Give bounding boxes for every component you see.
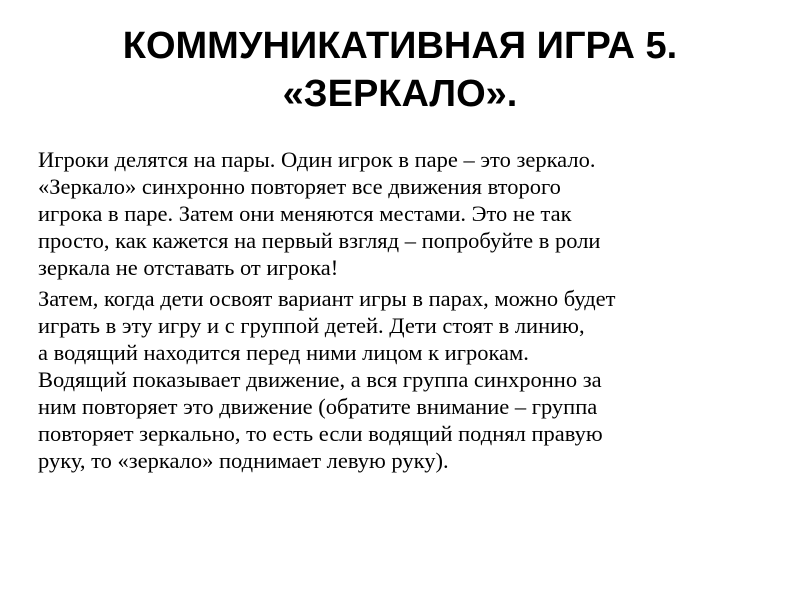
slide-title-line-2: «ЗЕРКАЛО».: [282, 73, 518, 115]
text-line: руку, то «зеркало» поднимает левую руку).: [38, 448, 449, 473]
text-line: Игроки делятся на пары. Один игрок в паре – это зеркало.: [38, 147, 596, 172]
paragraph-group-variant: [38, 285, 766, 474]
slide-body: [38, 146, 766, 478]
text-line: Затем, когда дети освоят вариант игры в парах, можно будет: [38, 286, 616, 311]
text-line: «Зеркало» синхронно повторяет все движения второго: [38, 174, 561, 199]
text-line: игрока в паре. Затем они меняются местами. Это не так: [38, 201, 572, 226]
text-line: играть в эту игру и с группой детей. Дети стоят в линию,: [38, 313, 585, 338]
text-line: Водящий показывает движение, а вся группа синхронно за: [38, 367, 602, 392]
slide-title: [0, 22, 800, 118]
text-line: зеркала не отставать от игрока!: [38, 255, 339, 280]
paragraph-rules: [38, 146, 766, 281]
text-line: просто, как кажется на первый взгляд – попробуйте в роли: [38, 228, 601, 253]
slide-title-line-1: КОММУНИКАТИВНАЯ ИГРА 5.: [122, 25, 678, 67]
text-line: ним повторяет это движение (обратите внимание – группа: [38, 394, 598, 419]
text-line: а водящий находится перед ними лицом к игрокам.: [38, 340, 529, 365]
text-line: повторяет зеркально, то есть если водящий поднял правую: [38, 421, 603, 446]
